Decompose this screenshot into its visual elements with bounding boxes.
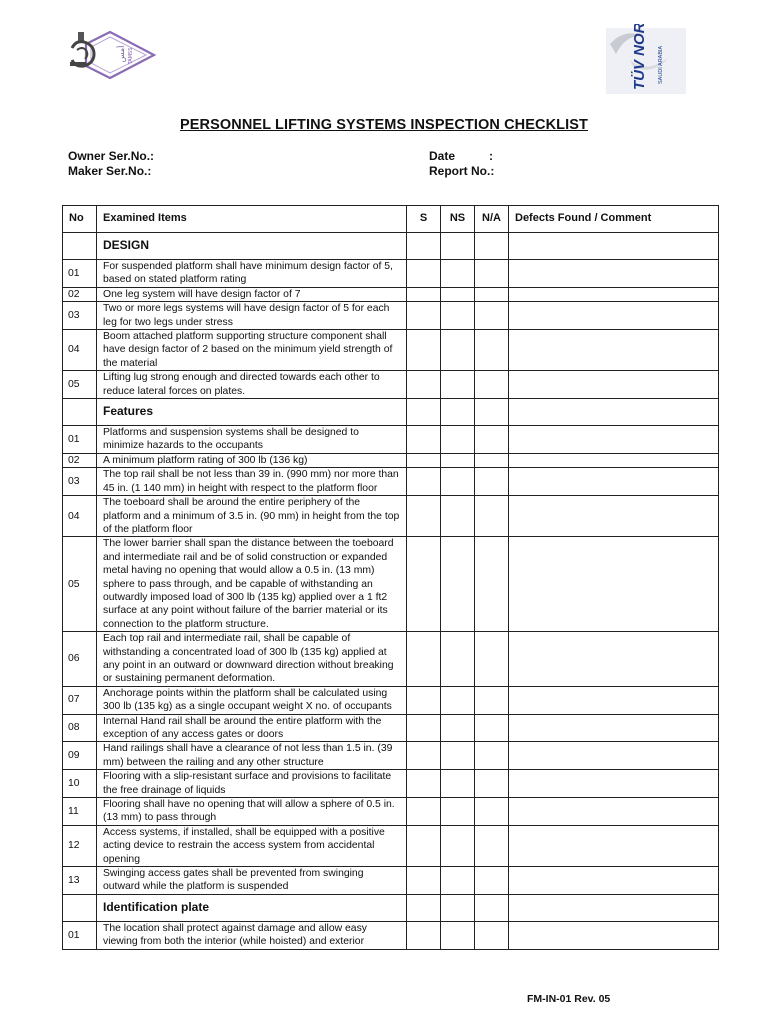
examined-item-text: Each top rail and intermediate rail, shall be capable of withstanding a concentrated load of 300 lb (135 kg) applied at any point in an outward or downward direction without breaking or sustaining permanent deformation.	[97, 632, 407, 687]
satisfactory-checkbox-cell[interactable]	[407, 468, 441, 496]
not-applicable-checkbox-cell[interactable]	[475, 742, 509, 770]
comment-cell[interactable]	[509, 770, 719, 798]
maker-serial-label: Maker Ser.No.:	[68, 164, 152, 178]
column-header-no: No	[63, 206, 97, 233]
comment-cell[interactable]	[509, 742, 719, 770]
item-number: 05	[63, 537, 97, 632]
examined-item-text: The lower barrier shall span the distance between the toeboard and intermediate rail and be of solid construction or expanded metal having no opening that would allow a 0.5 in. (13 mm) sphere to pass through, and be capable of withstanding an outwardly imposed load of 300 lb (135 kg) applied over a 1 ft2 surface at any point without failure of the barrier material or its connection to the platform structure.	[97, 537, 407, 632]
item-number: 02	[63, 453, 97, 467]
satisfactory-checkbox-cell[interactable]	[407, 330, 441, 371]
not-applicable-checkbox-cell[interactable]	[475, 426, 509, 454]
satisfactory-checkbox-cell[interactable]	[407, 302, 441, 330]
satisfactory-checkbox-cell[interactable]	[407, 453, 441, 467]
section-s-cell	[407, 233, 441, 260]
examined-item-text: Anchorage points within the platform shall be calculated using 300 lb (135 kg) as a single occupant weight X no. of occupants	[97, 686, 407, 714]
svg-text:TÜV NORD: TÜV NORD	[631, 24, 648, 90]
not-applicable-checkbox-cell[interactable]	[475, 260, 509, 288]
not-applicable-checkbox-cell[interactable]	[475, 921, 509, 949]
comment-cell[interactable]	[509, 867, 719, 895]
item-number: 01	[63, 426, 97, 454]
examined-item-text: Hand railings shall have a clearance of not less than 1.5 in. (39 mm) between the railing and any other structure	[97, 742, 407, 770]
examined-item-text: Two or more legs systems will have design factor of 5 for each leg for two legs under stress	[97, 302, 407, 330]
item-number: 01	[63, 260, 97, 288]
examined-item-text: For suspended platform shall have minimum design factor of 5, based on stated platform rating	[97, 260, 407, 288]
comment-cell[interactable]	[509, 921, 719, 949]
checklist-row	[63, 825, 719, 866]
item-number: 06	[63, 632, 97, 687]
tuv-nord-logo	[600, 24, 688, 96]
not-satisfactory-checkbox-cell[interactable]	[441, 742, 475, 770]
not-applicable-checkbox-cell[interactable]	[475, 714, 509, 742]
examined-item-text: Access systems, if installed, shall be equipped with a positive acting device to restrain the access system from accidental opening	[97, 825, 407, 866]
section-title: Identification plate	[97, 894, 407, 921]
not-applicable-checkbox-cell[interactable]	[475, 371, 509, 399]
checklist-row	[63, 742, 719, 770]
satisfactory-checkbox-cell[interactable]	[407, 496, 441, 537]
comment-cell[interactable]	[509, 287, 719, 301]
not-applicable-checkbox-cell[interactable]	[475, 302, 509, 330]
comment-cell[interactable]	[509, 496, 719, 537]
comment-cell[interactable]	[509, 426, 719, 454]
item-number: 03	[63, 302, 97, 330]
checklist-row	[63, 867, 719, 895]
item-number: 10	[63, 770, 97, 798]
date-report-fields	[429, 149, 494, 179]
not-applicable-checkbox-cell[interactable]	[475, 468, 509, 496]
examined-item-text: The location shall protect against damage and allow easy viewing from both the interior (while hoisted) and exterior	[97, 921, 407, 949]
checklist-row	[63, 260, 719, 288]
examined-item-text: One leg system will have design factor of 7	[97, 287, 407, 301]
checklist-row	[63, 798, 719, 826]
checklist-row	[63, 921, 719, 949]
section-ns-cell	[441, 399, 475, 426]
item-number: 07	[63, 686, 97, 714]
checklist-row	[63, 371, 719, 399]
not-satisfactory-checkbox-cell[interactable]	[441, 921, 475, 949]
inspection-checklist-table	[62, 205, 719, 950]
section-header-row	[63, 399, 719, 426]
owner-maker-fields	[68, 149, 154, 179]
not-satisfactory-checkbox-cell[interactable]	[441, 426, 475, 454]
comment-cell[interactable]	[509, 632, 719, 687]
examined-item-text: Platforms and suspension systems shall be designed to minimize hazards to the occupants	[97, 426, 407, 454]
checklist-row	[63, 426, 719, 454]
item-number: 12	[63, 825, 97, 866]
item-number: 02	[63, 287, 97, 301]
date-colon: :	[489, 149, 493, 163]
examined-item-text: Flooring shall have no opening that will allow a sphere of 0.5 in. (13 mm) to pass through	[97, 798, 407, 826]
satisfactory-checkbox-cell[interactable]	[407, 686, 441, 714]
satisfactory-checkbox-cell[interactable]	[407, 742, 441, 770]
section-na-cell	[475, 233, 509, 260]
comment-cell[interactable]	[509, 714, 719, 742]
owner-serial-label: Owner Ser.No.:	[68, 149, 155, 163]
not-satisfactory-checkbox-cell[interactable]	[441, 686, 475, 714]
examined-item-text: Swinging access gates shall be prevented from swinging outward while the platform is suspended	[97, 867, 407, 895]
section-no-cell	[63, 399, 97, 426]
not-satisfactory-checkbox-cell[interactable]	[441, 770, 475, 798]
table-header-row	[63, 206, 719, 233]
item-number: 11	[63, 798, 97, 826]
form-revision-footer: FM-IN-01 Rev. 05	[527, 993, 611, 1005]
not-satisfactory-checkbox-cell[interactable]	[441, 825, 475, 866]
section-na-cell	[475, 399, 509, 426]
not-satisfactory-checkbox-cell[interactable]	[441, 287, 475, 301]
checklist-row	[63, 632, 719, 687]
not-satisfactory-checkbox-cell[interactable]	[441, 867, 475, 895]
tamss-logo	[66, 26, 158, 84]
not-applicable-checkbox-cell[interactable]	[475, 798, 509, 826]
satisfactory-checkbox-cell[interactable]	[407, 260, 441, 288]
section-header-row	[63, 894, 719, 921]
section-ns-cell	[441, 894, 475, 921]
satisfactory-checkbox-cell[interactable]	[407, 537, 441, 632]
not-satisfactory-checkbox-cell[interactable]	[441, 453, 475, 467]
checklist-row	[63, 468, 719, 496]
not-applicable-checkbox-cell[interactable]	[475, 632, 509, 687]
not-applicable-checkbox-cell[interactable]	[475, 287, 509, 301]
satisfactory-checkbox-cell[interactable]	[407, 287, 441, 301]
checklist-row	[63, 714, 719, 742]
not-satisfactory-checkbox-cell[interactable]	[441, 714, 475, 742]
svg-text:SAUDI ARABIA: SAUDI ARABIA	[658, 45, 664, 84]
svg-text:أمس: أمس	[117, 45, 126, 63]
section-no-cell	[63, 233, 97, 260]
comment-cell[interactable]	[509, 468, 719, 496]
satisfactory-checkbox-cell[interactable]	[407, 921, 441, 949]
comment-cell[interactable]	[509, 260, 719, 288]
column-header-s: S	[407, 206, 441, 233]
comment-cell[interactable]	[509, 371, 719, 399]
section-no-cell	[63, 894, 97, 921]
comment-cell[interactable]	[509, 330, 719, 371]
comment-cell[interactable]	[509, 537, 719, 632]
column-header-comment: Defects Found / Comment	[509, 206, 719, 233]
satisfactory-checkbox-cell[interactable]	[407, 825, 441, 866]
not-applicable-checkbox-cell[interactable]	[475, 453, 509, 467]
examined-item-text: Internal Hand rail shall be around the entire platform with the exception of any access gates or doors	[97, 714, 407, 742]
page-title: PERSONNEL LIFTING SYSTEMS INSPECTION CHECKLIST	[180, 117, 588, 133]
section-title: DESIGN	[97, 233, 407, 260]
item-number: 08	[63, 714, 97, 742]
comment-cell[interactable]	[509, 302, 719, 330]
not-applicable-checkbox-cell[interactable]	[475, 686, 509, 714]
section-ns-cell	[441, 233, 475, 260]
column-header-examined-items: Examined Items	[97, 206, 407, 233]
not-satisfactory-checkbox-cell[interactable]	[441, 496, 475, 537]
not-satisfactory-checkbox-cell[interactable]	[441, 798, 475, 826]
report-number-label: Report No.:	[429, 164, 495, 178]
not-applicable-checkbox-cell[interactable]	[475, 537, 509, 632]
item-number: 04	[63, 330, 97, 371]
not-satisfactory-checkbox-cell[interactable]	[441, 632, 475, 687]
examined-item-text: A minimum platform rating of 300 lb (136 kg)	[97, 453, 407, 467]
section-comment-cell	[509, 233, 719, 260]
not-applicable-checkbox-cell[interactable]	[475, 825, 509, 866]
satisfactory-checkbox-cell[interactable]	[407, 798, 441, 826]
comment-cell[interactable]	[509, 798, 719, 826]
section-comment-cell	[509, 399, 719, 426]
item-number: 09	[63, 742, 97, 770]
examined-item-text: Lifting lug strong enough and directed towards each other to reduce lateral forces on plates.	[97, 371, 407, 399]
section-comment-cell	[509, 894, 719, 921]
checklist-row	[63, 537, 719, 632]
satisfactory-checkbox-cell[interactable]	[407, 714, 441, 742]
checklist-row	[63, 686, 719, 714]
item-number: 01	[63, 921, 97, 949]
not-satisfactory-checkbox-cell[interactable]	[441, 468, 475, 496]
comment-cell[interactable]	[509, 825, 719, 866]
checklist-row	[63, 496, 719, 537]
section-header-row	[63, 233, 719, 260]
item-number: 04	[63, 496, 97, 537]
not-satisfactory-checkbox-cell[interactable]	[441, 371, 475, 399]
column-header-ns: NS	[441, 206, 475, 233]
comment-cell[interactable]	[509, 453, 719, 467]
not-satisfactory-checkbox-cell[interactable]	[441, 330, 475, 371]
svg-text:TAMSS: TAMSS	[128, 47, 134, 65]
date-label: Date	[429, 149, 456, 163]
not-satisfactory-checkbox-cell[interactable]	[441, 260, 475, 288]
not-satisfactory-checkbox-cell[interactable]	[441, 302, 475, 330]
examined-item-text: Boom attached platform supporting structure component shall have design factor of 2 based on the minimum yield strength of the material	[97, 330, 407, 371]
checklist-row	[63, 302, 719, 330]
not-applicable-checkbox-cell[interactable]	[475, 867, 509, 895]
not-satisfactory-checkbox-cell[interactable]	[441, 537, 475, 632]
comment-cell[interactable]	[509, 686, 719, 714]
item-number: 13	[63, 867, 97, 895]
section-na-cell	[475, 894, 509, 921]
column-header-na: N/A	[475, 206, 509, 233]
checklist-row	[63, 770, 719, 798]
satisfactory-checkbox-cell[interactable]	[407, 426, 441, 454]
examined-item-text: Flooring with a slip-resistant surface and provisions to facilitate the free drainage of liquids	[97, 770, 407, 798]
examined-item-text: The top rail shall be not less than 39 in. (990 mm) nor more than 45 in. (1 140 mm) in height with respect to the platform floor	[97, 468, 407, 496]
item-number: 03	[63, 468, 97, 496]
section-s-cell	[407, 399, 441, 426]
not-applicable-checkbox-cell[interactable]	[475, 330, 509, 371]
satisfactory-checkbox-cell[interactable]	[407, 770, 441, 798]
checklist-row	[63, 287, 719, 301]
checklist-row	[63, 330, 719, 371]
section-title: Features	[97, 399, 407, 426]
satisfactory-checkbox-cell[interactable]	[407, 632, 441, 687]
not-applicable-checkbox-cell[interactable]	[475, 770, 509, 798]
not-applicable-checkbox-cell[interactable]	[475, 496, 509, 537]
satisfactory-checkbox-cell[interactable]	[407, 867, 441, 895]
section-s-cell	[407, 894, 441, 921]
examined-item-text: The toeboard shall be around the entire periphery of the platform and a minimum of 3.5 in. (90 mm) in height from the top of the platform floor	[97, 496, 407, 537]
item-number: 05	[63, 371, 97, 399]
checklist-row	[63, 453, 719, 467]
satisfactory-checkbox-cell[interactable]	[407, 371, 441, 399]
